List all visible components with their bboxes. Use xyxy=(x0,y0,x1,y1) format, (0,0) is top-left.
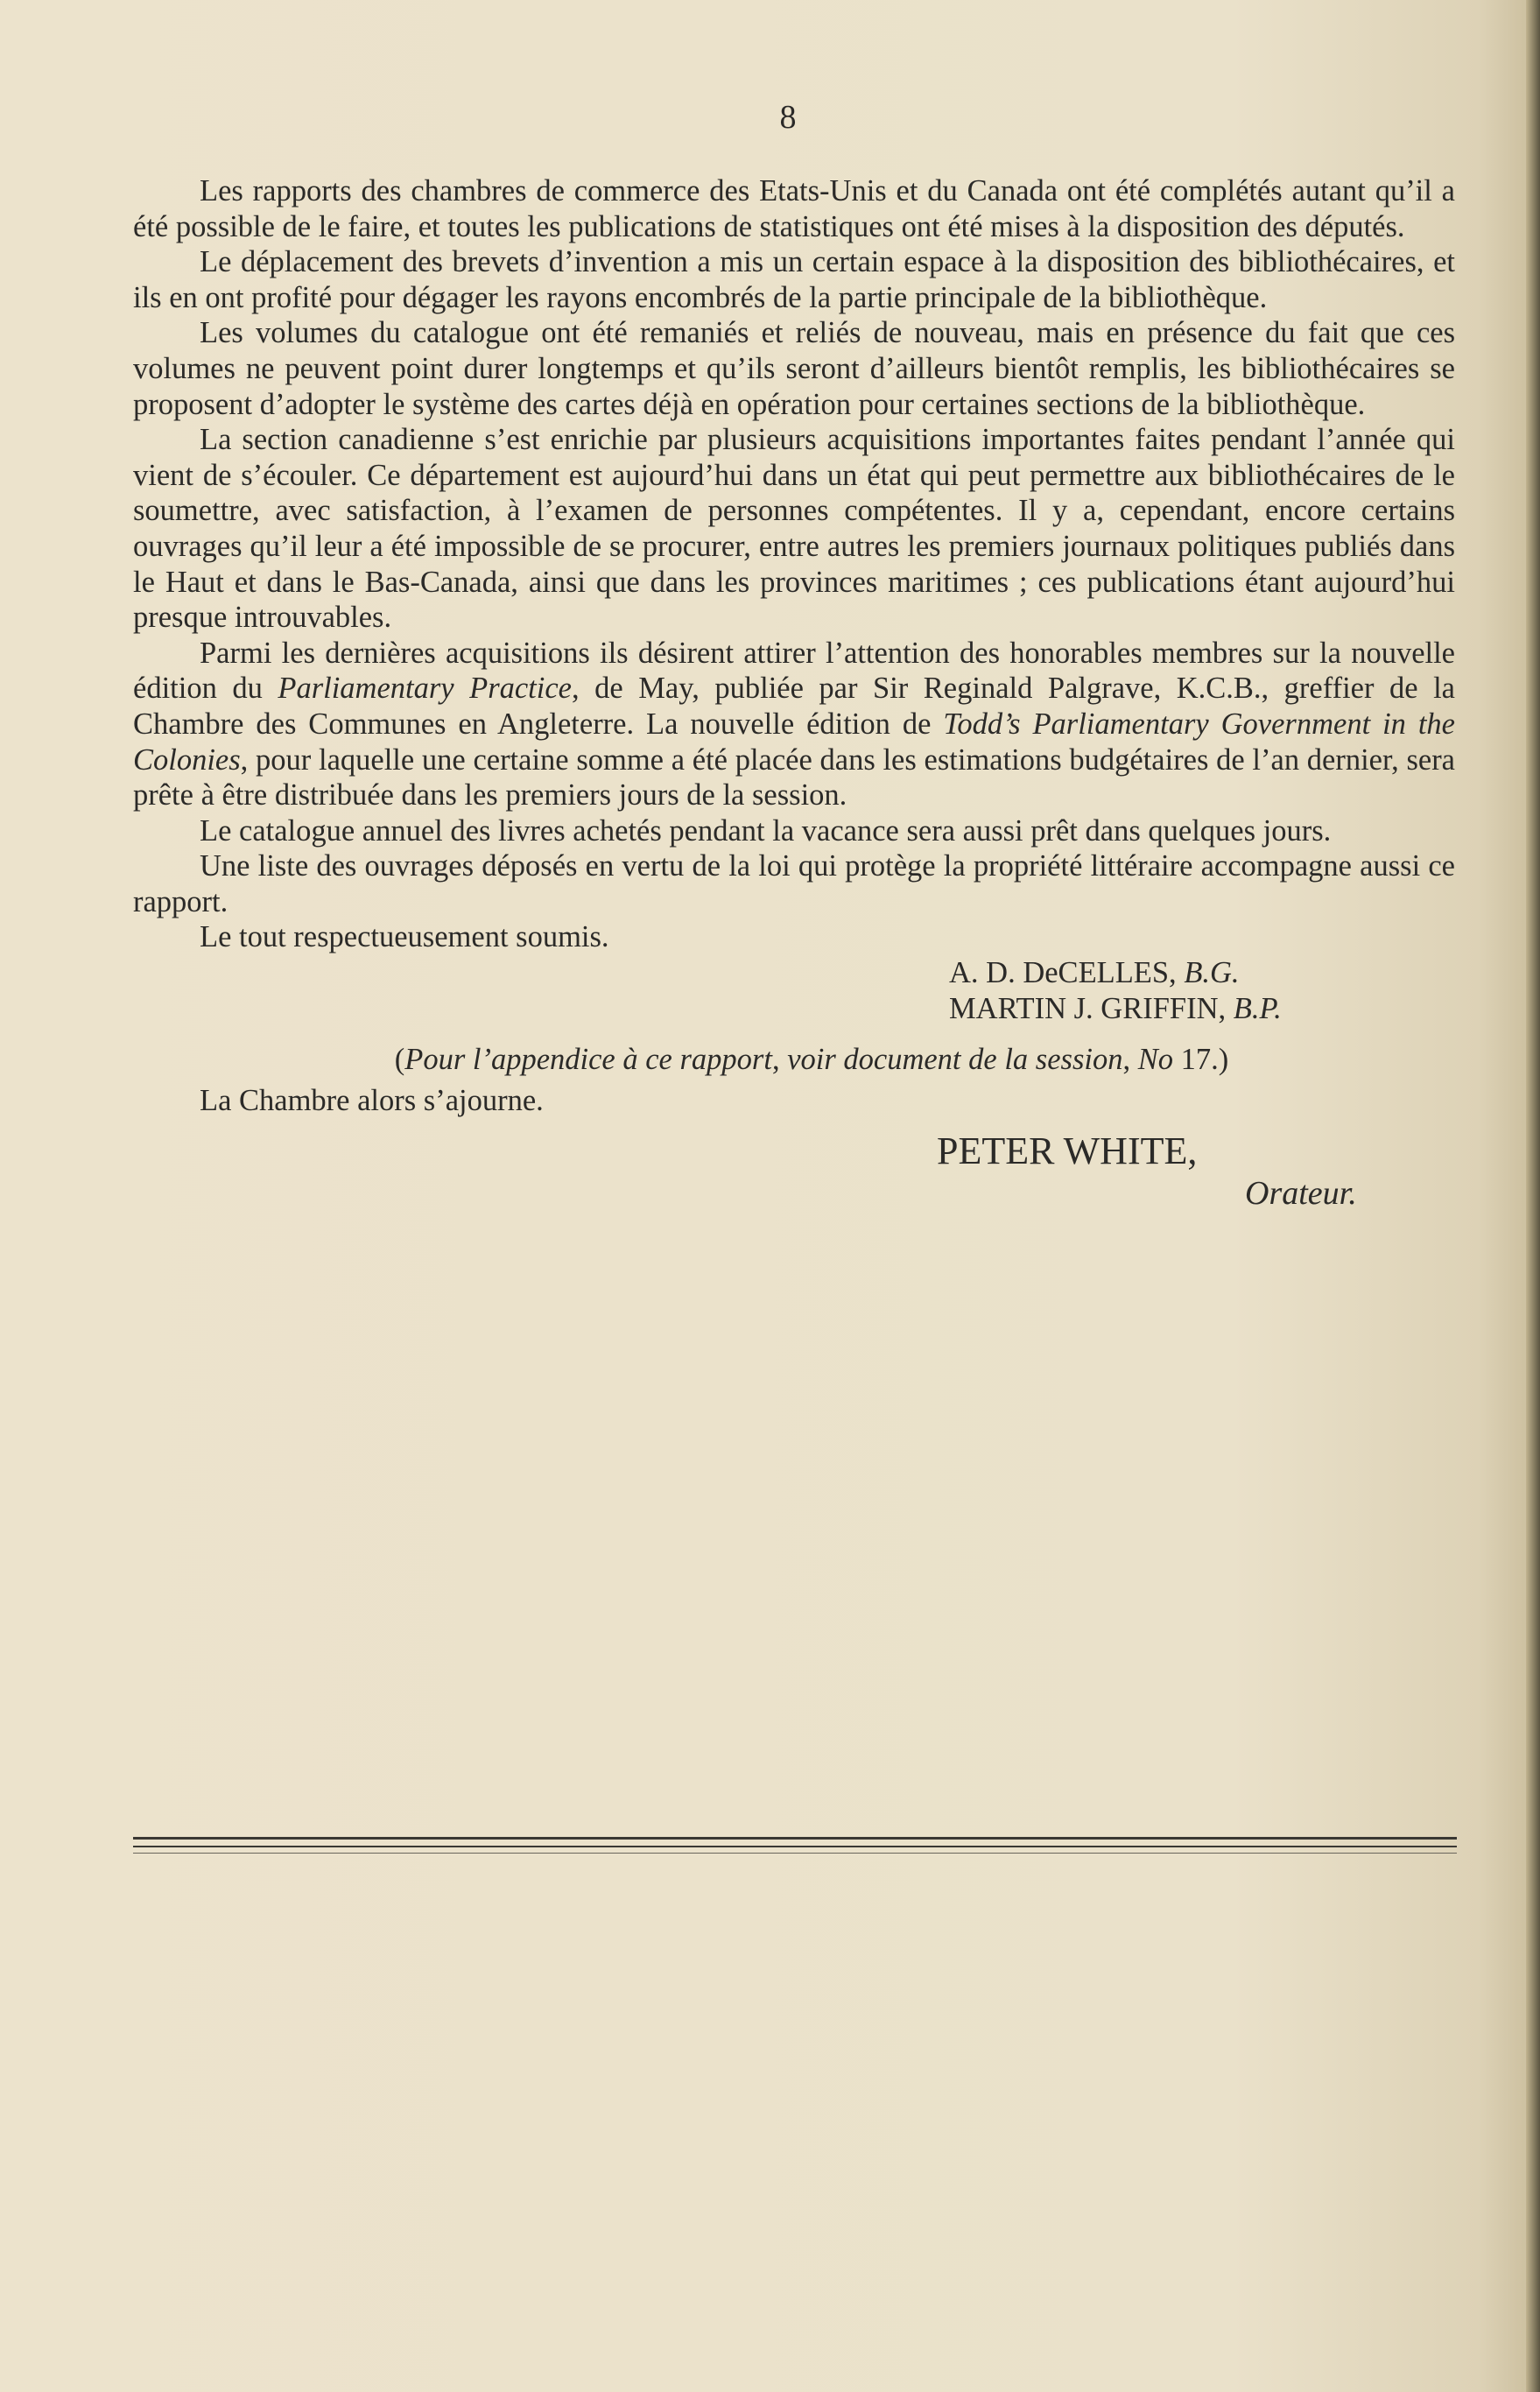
paragraph-statistics: Les rapports des chambres de commerce des Etats-Unis et du Canada ont été complétés autant qu’il a été possible de le faire, et toutes les publications de statistiques ont été mises à la disposition des députés. xyxy=(133,174,1455,243)
appendix-comma: , xyxy=(771,1043,788,1077)
signature-title: B.P. xyxy=(1233,991,1282,1025)
acquisitions-text-e: , pour laquelle une certaine somme a été placée dans les estimations budgétaires de l’an dernier, sera prête à être distribuée dans les premiers jours de la session. xyxy=(133,742,1455,813)
appendix-number: 17.) xyxy=(1172,1043,1229,1077)
paragraph-closing: Le tout respectueusement soumis. xyxy=(200,920,609,954)
appendix-comma: , xyxy=(1122,1043,1138,1077)
appendix-paren: ( xyxy=(394,1043,405,1077)
book-title-parliamentary-practice: Parliamentary Practice xyxy=(278,672,572,706)
report-text xyxy=(133,173,1455,1213)
paragraph-patents: Le déplacement des brevets d’invention a mis un certain espace à la disposition des bibliothécaires, et ils en ont profité pour dégager les rayons encombrés de la partie principale de la bibliothèque. xyxy=(133,245,1455,314)
appendix-text-c: voir document de la session xyxy=(787,1043,1123,1077)
page-edge-shadow xyxy=(1526,0,1540,2392)
acquisitions-text-c: , de May, publiée par Sir Reginald Palgrave, K.C.B., greffier de la Chambre des Communes en Angleterre. La nouvelle édition de xyxy=(133,672,1455,741)
speaker-title: Orateur. xyxy=(1245,1175,1357,1213)
paragraph-acquisitions xyxy=(133,636,1455,813)
signature-decelles xyxy=(133,955,1455,991)
paragraph-catalogue-volumes: Les volumes du catalogue ont été remaniés et reliés de nouveau, mais en présence du fait que ces volumes ne peuvent point durer longtemps et qu’ils seront d’ailleurs bientôt remplis, les bibliothécaires se proposent d’adopter le système des cartes déjà en opération pour certaines sections de la bibliothèque. xyxy=(133,316,1455,421)
divider-rule xyxy=(133,1837,1457,1840)
acquisitions-text-a: Parmi les dernières acquisitions ils désirent attirer l’attention des honorables membres sur la nouvelle édition du xyxy=(133,636,1455,706)
divider-rule xyxy=(133,1846,1457,1847)
signature-title: B.G. xyxy=(1184,956,1240,990)
appendix-number-label: No xyxy=(1137,1043,1173,1077)
paragraph-annual-catalogue: Le catalogue annuel des livres achetés pendant la vacance sera aussi prêt dans quelques jours. xyxy=(200,813,1332,848)
appendix-text-a: Pour l’appendice à ce rapport xyxy=(404,1043,772,1077)
speaker-name: PETER WHITE, xyxy=(937,1129,1198,1173)
paragraph-deposited-works: Une liste des ouvrages déposés en vertu de la loi qui protège la propriété littéraire accompagne aussi ce rapport. xyxy=(133,849,1455,918)
appendix-note xyxy=(133,1042,1455,1078)
signature-name: A. D. DeCELLES, xyxy=(949,956,1185,990)
page-number: 8 xyxy=(779,99,797,136)
paragraph-canadian-section: La section canadienne s’est enrichie par plusieurs acquisitions importantes faites pendant l’année qui vient de s’écouler. Ce département est aujourd’hui dans un état qui peut permettre aux bibliothécaires de le soumettre, avec satisfaction, à l’examen de personnes compétentes. Il y a, cependant, encore certains ouvrages qu’il leur a été impossible de se procurer, entre autres les premiers journaux politiques publiés dans le Haut et dans le Bas-Canada, ainsi que dans les provinces maritimes ; ces publications étant aujourd’hui presque introuvables. xyxy=(133,423,1455,635)
adjourn-line: La Chambre alors s’ajourne. xyxy=(200,1083,544,1117)
signature-name: MARTIN J. GRIFFIN, xyxy=(949,991,1234,1025)
book-title-todds-government: Todd’s Parliamentary Government in the Colonies xyxy=(133,707,1455,777)
divider-rule xyxy=(133,1853,1457,1854)
signature-griffin xyxy=(133,991,1455,1027)
